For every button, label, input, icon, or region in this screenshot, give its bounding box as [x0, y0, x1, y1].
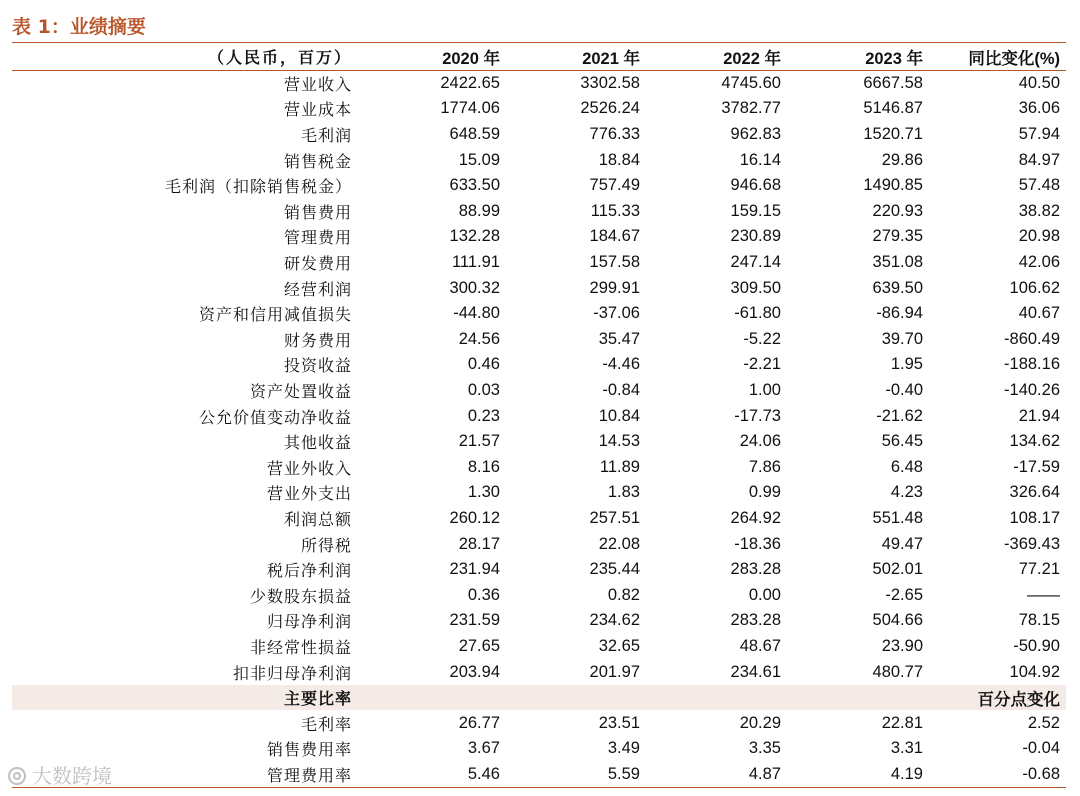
row-value: 962.83 — [730, 125, 781, 144]
table-row — [12, 224, 1066, 250]
watermark-text: 大数跨境 — [32, 764, 112, 788]
row-label: 销售费用率 — [266, 740, 352, 760]
row-value: 257.51 — [589, 508, 640, 527]
row-value: 757.49 — [589, 176, 640, 195]
row-value: 4745.60 — [721, 73, 781, 92]
row-label: 毛利率 — [300, 714, 352, 734]
table-row — [12, 736, 1066, 762]
row-value: 231.94 — [449, 560, 500, 579]
row-change: 42.06 — [1018, 253, 1060, 272]
title-rule — [12, 42, 1066, 43]
row-value: 5.59 — [504, 762, 644, 788]
row-value: 0.82 — [607, 585, 640, 604]
row-label: 投资收益 — [283, 356, 352, 376]
row-value: 48.67 — [739, 636, 781, 655]
row-value: 4.19 — [785, 762, 927, 788]
row-value: 3.35 — [748, 739, 781, 758]
row-value: 23.90 — [881, 636, 923, 655]
table-row — [12, 762, 1066, 788]
row-value: 502.01 — [872, 560, 923, 579]
table-row — [12, 96, 1066, 122]
row-label: 财务费用 — [283, 330, 352, 350]
row-value: 480.77 — [872, 662, 923, 681]
row-value: 23.51 — [598, 713, 640, 732]
row-value: -18.36 — [734, 534, 781, 553]
row-value: 15.09 — [458, 150, 500, 169]
row-change: 78.15 — [1018, 611, 1060, 630]
row-value: 231.59 — [449, 611, 500, 630]
row-value: 8.16 — [467, 457, 500, 476]
table-row — [12, 582, 1066, 608]
row-value: -0.84 — [602, 381, 640, 400]
row-value: -44.80 — [453, 304, 500, 323]
row-label: 营业收入 — [283, 74, 352, 94]
row-value: 6.48 — [890, 457, 923, 476]
row-value: 20.29 — [739, 713, 781, 732]
ratios-section-change-label: 百分点变化 — [927, 685, 1066, 711]
row-label: 资产和信用减值损失 — [198, 305, 352, 325]
row-value: 27.65 — [458, 636, 500, 655]
table-row — [12, 122, 1066, 148]
row-change: -17.59 — [1013, 457, 1060, 476]
row-value: 230.89 — [730, 227, 781, 246]
row-change: -860.49 — [1004, 329, 1060, 348]
row-change: 20.98 — [1018, 227, 1060, 246]
table-row — [12, 199, 1066, 225]
ratios-section-row — [12, 685, 1066, 711]
row-label: 非经常性损益 — [249, 637, 352, 657]
row-value: 5.46 — [360, 762, 504, 788]
row-value: 32.65 — [598, 636, 640, 655]
row-value: 264.92 — [730, 508, 781, 527]
row-value: 283.28 — [730, 560, 781, 579]
table-body — [12, 44, 1066, 788]
row-value: 1520.71 — [863, 125, 923, 144]
row-value: 235.44 — [589, 560, 640, 579]
row-change: 326.64 — [1009, 483, 1060, 502]
table-row — [12, 608, 1066, 634]
row-value: 39.70 — [881, 329, 923, 348]
row-value: 5146.87 — [863, 99, 923, 118]
row-value: 946.68 — [730, 176, 781, 195]
table-row — [12, 173, 1066, 199]
row-label: 经营利润 — [283, 279, 352, 299]
row-change: -140.26 — [1004, 381, 1060, 400]
row-value: 28.17 — [458, 534, 500, 553]
table-row — [12, 378, 1066, 404]
row-value: -37.06 — [593, 304, 640, 323]
row-value: 157.58 — [589, 253, 640, 272]
row-change: 108.17 — [1009, 508, 1060, 527]
row-value: 648.59 — [449, 125, 500, 144]
row-label: 扣非归母净利润 — [232, 663, 352, 683]
row-change: 40.67 — [1018, 304, 1060, 323]
table-row — [12, 531, 1066, 557]
row-label: 管理费用 — [283, 228, 352, 248]
row-change: 104.92 — [1009, 662, 1060, 681]
table-header-row — [12, 44, 1066, 70]
row-value: 14.53 — [598, 432, 640, 451]
table-row — [12, 710, 1066, 736]
row-value: 3302.58 — [580, 73, 640, 92]
row-value: 351.08 — [872, 253, 923, 272]
ratios-section-label: 主要比率 — [12, 685, 360, 711]
row-label: 公允价值变动净收益 — [198, 407, 352, 427]
table-row — [12, 455, 1066, 481]
table-row — [12, 70, 1066, 96]
row-value: 16.14 — [739, 150, 781, 169]
row-change: 38.82 — [1018, 201, 1060, 220]
row-value: 24.06 — [739, 432, 781, 451]
row-value: 3.31 — [890, 739, 923, 758]
row-change: -50.90 — [1013, 636, 1060, 655]
row-value: -61.80 — [734, 304, 781, 323]
row-value: -2.21 — [743, 355, 781, 374]
row-value: 3782.77 — [721, 99, 781, 118]
row-value: 279.35 — [872, 227, 923, 246]
row-change: -0.68 — [927, 762, 1066, 788]
row-value: 1.83 — [607, 483, 640, 502]
watermark-logo-icon — [6, 766, 28, 786]
table-row — [12, 250, 1066, 276]
row-label: 其他收益 — [283, 433, 352, 453]
change-header: 同比变化(%) — [927, 44, 1066, 70]
row-value: 21.57 — [458, 432, 500, 451]
row-change: 106.62 — [1009, 278, 1060, 297]
row-value: -5.22 — [743, 329, 781, 348]
table-title: 表 1：业绩摘要 — [12, 16, 146, 38]
row-value: 3.67 — [467, 739, 500, 758]
row-label: 资产处置收益 — [249, 382, 352, 402]
row-value: 300.32 — [449, 278, 500, 297]
row-change: -188.16 — [1004, 355, 1060, 374]
row-value: 776.33 — [589, 125, 640, 144]
row-value: 24.56 — [458, 329, 500, 348]
row-value: 247.14 — [730, 253, 781, 272]
row-value: 22.08 — [598, 534, 640, 553]
table-row — [12, 147, 1066, 173]
row-value: -17.73 — [734, 406, 781, 425]
row-change: 36.06 — [1018, 99, 1060, 118]
row-change: 57.94 — [1018, 125, 1060, 144]
row-change: 134.62 — [1009, 432, 1060, 451]
row-value: 132.28 — [449, 227, 500, 246]
row-value: -21.62 — [876, 406, 923, 425]
row-value: 88.99 — [458, 201, 500, 220]
row-change: 2.52 — [1027, 713, 1060, 732]
row-value: 56.45 — [881, 432, 923, 451]
row-value: 184.67 — [589, 227, 640, 246]
table-row — [12, 327, 1066, 353]
row-change: 84.97 — [1018, 150, 1060, 169]
row-value: 283.28 — [730, 611, 781, 630]
row-change: -369.43 — [1004, 534, 1060, 553]
row-value: 551.48 — [872, 508, 923, 527]
row-label: 营业外收入 — [266, 458, 352, 478]
performance-summary-table — [12, 44, 1066, 788]
row-value: 220.93 — [872, 201, 923, 220]
row-value: 6667.58 — [863, 73, 923, 92]
year-header-2020: 2020 年 — [360, 44, 504, 70]
row-value: -2.65 — [885, 585, 923, 604]
row-value: 1.00 — [748, 381, 781, 400]
row-value: 22.81 — [881, 713, 923, 732]
row-label: 归母净利润 — [266, 612, 352, 632]
table-row — [12, 301, 1066, 327]
row-change: 40.50 — [1018, 73, 1060, 92]
row-value: 201.97 — [589, 662, 640, 681]
row-value: 4.23 — [890, 483, 923, 502]
row-label: 研发费用 — [283, 254, 352, 274]
row-value: 1.95 — [890, 355, 923, 374]
table-row — [12, 275, 1066, 301]
table-row — [12, 403, 1066, 429]
row-value: 7.86 — [748, 457, 781, 476]
row-label: 少数股东损益 — [249, 586, 352, 606]
row-value: 159.15 — [730, 201, 781, 220]
row-value: 2422.65 — [440, 73, 500, 92]
row-value: 234.62 — [589, 611, 640, 630]
row-value: 1.30 — [467, 483, 500, 502]
row-value: 2526.24 — [580, 99, 640, 118]
section-empty-cell — [785, 685, 927, 711]
row-value: 3.49 — [607, 739, 640, 758]
table-row — [12, 557, 1066, 583]
row-value: 35.47 — [598, 329, 640, 348]
row-label: 所得税 — [300, 535, 352, 555]
row-value: 633.50 — [449, 176, 500, 195]
row-value: 0.36 — [467, 585, 500, 604]
table-row — [12, 480, 1066, 506]
row-value: 504.66 — [872, 611, 923, 630]
row-label: 营业外支出 — [266, 484, 352, 504]
row-value: 0.46 — [467, 355, 500, 374]
row-label: 管理费用率 — [12, 762, 360, 788]
table-row — [12, 429, 1066, 455]
row-label: 税后净利润 — [266, 561, 352, 581]
row-value: 260.12 — [449, 508, 500, 527]
row-value: 0.00 — [748, 585, 781, 604]
table-row — [12, 506, 1066, 532]
row-value: 234.61 — [730, 662, 781, 681]
row-change: 57.48 — [1018, 176, 1060, 195]
table-row — [12, 634, 1066, 660]
row-value: 10.84 — [598, 406, 640, 425]
row-label: 营业成本 — [283, 100, 352, 120]
year-header-2021: 2021 年 — [504, 44, 644, 70]
section-empty-cell — [644, 685, 785, 711]
row-value: 111.91 — [451, 253, 500, 272]
row-value: 0.23 — [467, 406, 500, 425]
row-value: -86.94 — [876, 304, 923, 323]
row-value: 639.50 — [872, 278, 923, 297]
row-label: 利润总额 — [283, 509, 352, 529]
row-label: 毛利润 — [300, 126, 352, 146]
table-row — [12, 659, 1066, 685]
row-value: -4.46 — [602, 355, 640, 374]
row-value: 4.87 — [644, 762, 785, 788]
row-label: 销售费用 — [283, 202, 352, 222]
row-value: 29.86 — [881, 150, 923, 169]
row-change: 21.94 — [1018, 406, 1060, 425]
row-value: 0.03 — [467, 381, 500, 400]
row-label: 毛利润（扣除销售税金） — [164, 177, 352, 197]
row-value: 299.91 — [589, 278, 640, 297]
row-value: 115.33 — [590, 201, 640, 220]
table-row — [12, 352, 1066, 378]
row-value: 11.89 — [599, 457, 640, 476]
section-empty-cell — [504, 685, 644, 711]
watermark — [6, 763, 112, 789]
row-value: -0.40 — [885, 381, 923, 400]
section-empty-cell — [360, 685, 504, 711]
row-label: 销售税金 — [283, 151, 352, 171]
row-value: 309.50 — [730, 278, 781, 297]
row-change: -0.04 — [1022, 739, 1060, 758]
unit-header: （人民币，百万） — [12, 44, 360, 70]
row-value: 18.84 — [598, 150, 640, 169]
row-value: 1490.85 — [863, 176, 923, 195]
row-change: 77.21 — [1018, 560, 1060, 579]
row-value: 26.77 — [458, 713, 500, 732]
row-value: 0.99 — [748, 483, 781, 502]
row-value: 49.47 — [881, 534, 923, 553]
row-change: —— — [1027, 585, 1060, 604]
year-header-2022: 2022 年 — [644, 44, 785, 70]
year-header-2023: 2023 年 — [785, 44, 927, 70]
row-value: 203.94 — [449, 662, 500, 681]
row-value: 1774.06 — [440, 99, 500, 118]
